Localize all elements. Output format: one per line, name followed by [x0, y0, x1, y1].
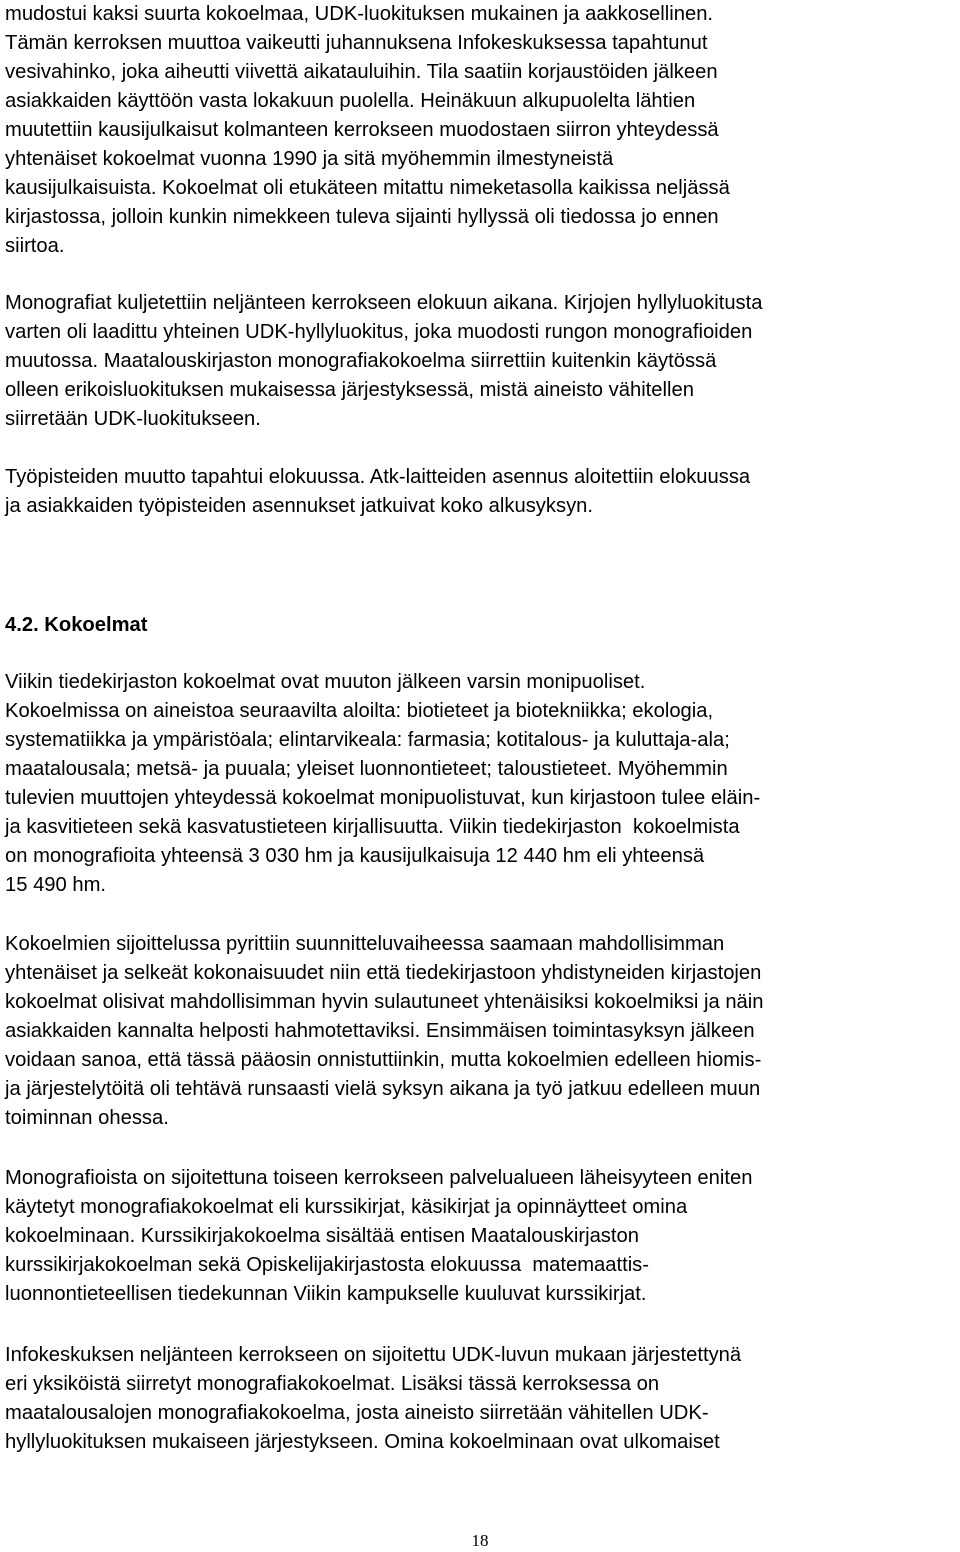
text-line: hyllyluokituksen mukaiseen järjestykseen. Omina kokoelminaan ovat ulkomaiset [5, 1431, 720, 1453]
text-line: kokoelmat olisivat mahdollisimman hyvin sulautuneet yhtenäisiksi kokoelmiksi ja näin [5, 991, 764, 1013]
text-line: käytetyt monografiakokoelmat eli kurssikirjat, käsikirjat ja opinnäytteet omina [5, 1196, 688, 1218]
text-line: on monografioita yhteensä 3 030 hm ja kausijulkaisuja 12 440 hm eli yhteensä [5, 845, 705, 867]
text-line: siirretään UDK-luokitukseen. [5, 408, 261, 430]
text-line: Monografioista on sijoitettuna toiseen kerrokseen palvelualueen läheisyyteen eniten [5, 1167, 753, 1189]
text-line: yhtenäiset ja selkeät kokonaisuudet niin että tiedekirjastoon yhdistyneiden kirjastojen [5, 962, 762, 984]
text-line: ja kasvitieteen sekä kasvatustieteen kirjallisuutta. Viikin tiedekirjaston kokoelmista [5, 816, 740, 838]
text-line: luonnontieteellisen tiedekunnan Viikin kampukselle kuuluvat kurssikirjat. [5, 1283, 647, 1305]
document-page [5, 0, 955, 1550]
text-line: mudostui kaksi suurta kokoelmaa, UDK-luokituksen mukainen ja aakkosellinen. [5, 3, 714, 25]
text-line: vesivahinko, joka aiheutti viivettä aikatauluihin. Tila saatiin korjaustöiden jälkeen [5, 61, 718, 83]
page-number: 18 [471, 1531, 489, 1550]
text-line: Kokoelmien sijoittelussa pyrittiin suunnitteluvaiheessa saamaan mahdollisimman [5, 933, 725, 955]
text-line: muutossa. Maatalouskirjaston monografiakokoelma siirrettiin kuitenkin käytössä [5, 350, 717, 372]
text-line: tulevien muuttojen yhteydessä kokoelmat monipuolistuvat, kun kirjastoon tulee eläin- [5, 787, 761, 809]
text-line: asiakkaiden kannalta helposti hahmotettaviksi. Ensimmäisen toimintasyksyn jälkeen [5, 1020, 755, 1042]
text-line: kirjastossa, jolloin kunkin nimekkeen tuleva sijainti hyllyssä oli tiedossa jo ennen [5, 206, 719, 228]
text-line: Työpisteiden muutto tapahtui elokuussa. Atk-laitteiden asennus aloitettiin elokuussa [5, 466, 751, 488]
text-line: olleen erikoisluokituksen mukaisessa järjestyksessä, mistä aineisto vähitellen [5, 379, 694, 401]
text-line: maatalousala; metsä- ja puuala; yleiset luonnontieteet; taloustieteet. Myöhemmin [5, 758, 728, 780]
text-line: voidaan sanoa, että tässä pääosin onnistuttiinkin, mutta kokoelmien edelleen hiomis- [5, 1049, 762, 1071]
text-line: kokoelminaan. Kurssikirjakokoelma sisältää entisen Maatalouskirjaston [5, 1225, 639, 1247]
text-line: Monografiat kuljetettiin neljänteen kerrokseen elokuun aikana. Kirjojen hyllyluokitusta [5, 292, 763, 314]
text-line: Tämän kerroksen muuttoa vaikeutti juhannuksena Infokeskuksessa tapahtunut [5, 32, 708, 54]
text-line: yhtenäiset kokoelmat vuonna 1990 ja sitä myöhemmin ilmestyneistä [5, 148, 614, 170]
text-line: siirtoa. [5, 235, 65, 257]
text-line: Infokeskuksen neljänteen kerrokseen on sijoitettu UDK-luvun mukaan järjestettynä [5, 1344, 742, 1366]
text-line: systematiikka ja ympäristöala; elintarvikeala: farmasia; kotitalous- ja kuluttaja-ala; [5, 729, 730, 751]
text-line: asiakkaiden käyttöön vasta lokakuun puolella. Heinäkuun alkupuolelta lähtien [5, 90, 696, 112]
text-line: kausijulkaisuista. Kokoelmat oli etukäteen mitattu nimeketasolla kaikissa neljässä [5, 177, 730, 199]
text-line: toiminnan ohessa. [5, 1107, 169, 1129]
text-line: varten oli laadittu yhteinen UDK-hyllyluokitus, joka muodosti rungon monografioiden [5, 321, 753, 343]
section-heading: 4.2. Kokoelmat [5, 614, 148, 636]
text-line: ja asiakkaiden työpisteiden asennukset jatkuivat koko alkusyksyn. [5, 495, 594, 517]
text-line: kurssikirjakokoelman sekä Opiskelijakirjastosta elokuussa matemaattis- [5, 1254, 649, 1276]
text-line: Viikin tiedekirjaston kokoelmat ovat muuton jälkeen varsin monipuoliset. [5, 671, 646, 693]
text-line: muutettiin kausijulkaisut kolmanteen kerrokseen muodostaen siirron yhteydessä [5, 119, 719, 141]
text-line: Kokoelmissa on aineistoa seuraavilta aloilta: biotieteet ja biotekniikka; ekologia, [5, 700, 714, 722]
text-line: eri yksiköistä siirretyt monografiakokoelmat. Lisäksi tässä kerroksessa on [5, 1373, 660, 1395]
text-line: ja järjestelytöitä oli tehtävä runsaasti vielä syksyn aikana ja työ jatkuu edelleen muun [5, 1078, 761, 1100]
text-line: maatalousalojen monografiakokoelma, josta aineisto siirretään vähitellen UDK- [5, 1402, 709, 1424]
text-line: 15 490 hm. [5, 874, 107, 896]
